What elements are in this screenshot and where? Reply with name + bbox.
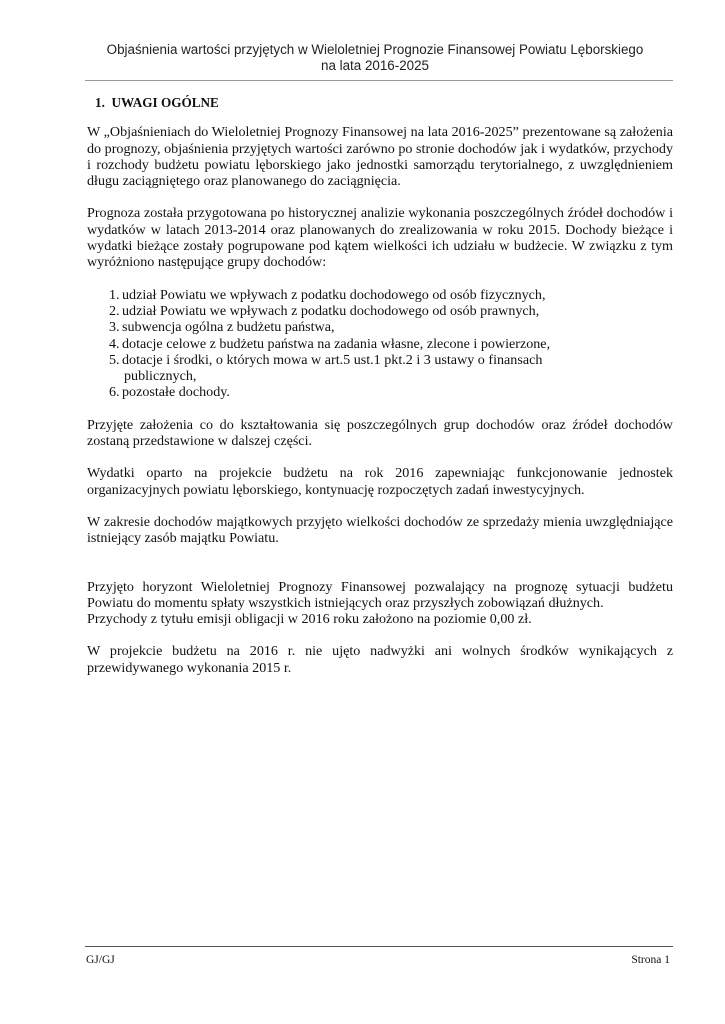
paragraph-surplus: W projekcie budżetu na 2016 r. nie ujęto nadwyżki ani wolnych środków wynikających z przewidywanego wykonania 2015 r. (87, 643, 673, 676)
list-item-text: udział Powiatu we wpływach z podatku dochodowego od osób fizycznych, (122, 286, 546, 303)
header-line-2: na lata 2016-2025 (321, 58, 429, 73)
list-item-number: 4. (109, 335, 120, 352)
header-line-1: Objaśnienia wartości przyjętych w Wieloletniej Prognozie Finansowej Powiatu Lęborskiego (106, 42, 644, 57)
list-item-text: dotacje celowe z budżetu państwa na zadania własne, zlecone i powierzone, (122, 335, 551, 352)
header-divider (85, 80, 673, 81)
section-number: 1. (95, 95, 105, 110)
list-item-text: dotacje i środki, o których mowa w art.5 ust.1 pkt.2 i 3 ustawy o finansach (122, 351, 543, 368)
section-title: UWAGI OGÓLNE (111, 95, 219, 110)
list-item-number: 3. (109, 319, 120, 336)
list-item-number: 2. (109, 302, 120, 319)
list-item (87, 352, 673, 385)
paragraph-property-income: W zakresie dochodów majątkowych przyjęto wielkości dochodów ze sprzedaży mienia uwzględniające istniejący zasób majątku Powiatu. (87, 513, 673, 547)
page-header (60, 42, 690, 74)
footer-initials: GJ/GJ (86, 954, 115, 966)
section-heading (95, 95, 673, 111)
list-item-number: 6. (109, 384, 120, 401)
list-item (87, 303, 673, 319)
paragraph-bonds: Przychody z tytułu emisji obligacji w 2016 roku założono na poziomie 0,00 zł. (87, 611, 532, 628)
list-item-text: subwencja ogólna z budżetu państwa, (122, 319, 335, 336)
paragraph-horizon: Przyjęto horyzont Wieloletniej Prognozy Finansowej pozwalający na prognozę sytuacji budżetu Powiatu do momentu spłaty wszystkich istniejących oraz przyszłych zobowiązań dłużnych. (87, 578, 673, 611)
paragraph-forecast: Prognoza została przygotowana po historycznej analizie wykonania poszczególnych źródeł dochodów i wydatków w latach 2013-2014 oraz planowanych do zrealizowania w roku 2015. Dochody bieżące i wydatki bieżące zostały pogrupowane pod kątem wielkości ich udziału w budżecie. W związku z tym wyróżniono następujące grupy dochodów: (87, 205, 673, 271)
list-item-number: 1. (109, 286, 120, 303)
list-item (87, 336, 673, 352)
document-body (87, 95, 673, 676)
list-item-text: udział Powiatu we wpływach z podatku dochodowego od osób prawnych, (122, 302, 540, 319)
paragraph-intro: W „Objaśnieniach do Wieloletniej Prognozy Finansowej na lata 2016-2025” prezentowane są założenia do prognozy, objaśnienia przyjętych wartości zarówno po stronie dochodów jak i wydatków, przychody i rozchody budżetu powiatu lęborskiego jako jednostki samorządu terytorialnego, z uwzględnieniem długu zaciągniętego oraz planowanego do zaciągnięcia. (87, 124, 673, 190)
list-item (87, 319, 673, 335)
list-item (87, 287, 673, 303)
list-item-continuation: publicznych, (124, 368, 197, 385)
income-groups-list (87, 287, 673, 401)
paragraph-expenses: Wydatki oparto na projekcie budżetu na rok 2016 zapewniając funkcjonowanie jednostek organizacyjnych powiatu lęborskiego, kontynuację rozpoczętych zadań inwestycyjnych. (87, 465, 673, 498)
list-item-text: pozostałe dochody. (122, 384, 230, 401)
list-item (87, 384, 673, 400)
page-number: Strona 1 (631, 954, 670, 966)
list-item-number: 5. (109, 351, 120, 368)
paragraph-assumptions: Przyjęte założenia co do kształtowania się poszczególnych grup dochodów oraz źródeł dochodów zostaną przedstawione w dalszej części. (87, 416, 673, 450)
footer-divider (85, 946, 673, 947)
